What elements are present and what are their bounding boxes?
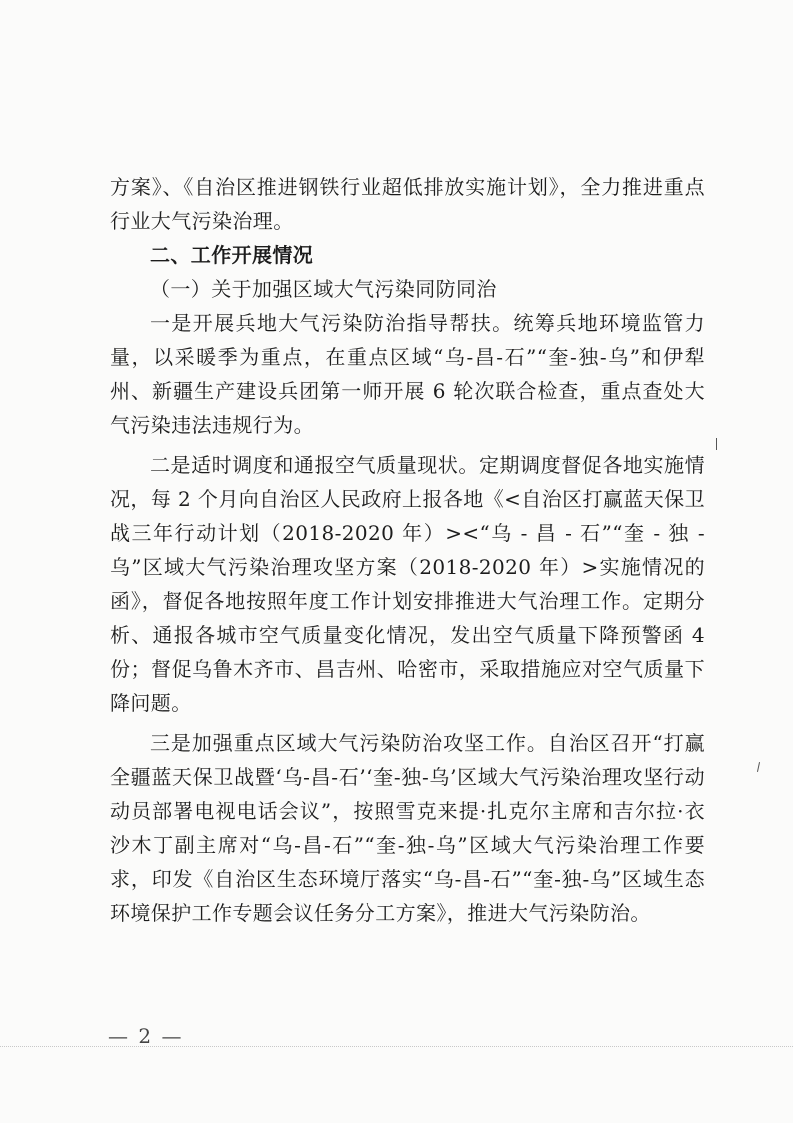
paragraph-continuation: 方案》、《自治区推进钢铁行业超低排放实施计划》，全力推进重点行业大气污染治理。 bbox=[110, 175, 705, 233]
paragraph: 三是加强重点区域大气污染防治攻坚工作。自治区召开“打赢全疆蓝天保卫战暨‘乌-昌-石’‘奎-独-乌’区域大气污染治理攻坚行动动员部署电视电话会议”，按照雪克来提·扎克尔主席和吉尔拉·衣沙木丁副主席对“乌-昌-石”“奎-独-乌”区域大气污染治理工作要求，印发《自治区生态环境厅落实“乌-昌-石”“奎-独-乌”区域生态环境保护工作专题会议任务分工方案》，推进大气污染防治。 bbox=[110, 731, 705, 925]
subsection-heading: （一）关于加强区域大气污染同防同治 bbox=[150, 277, 497, 301]
scan-artifact bbox=[716, 438, 717, 450]
footer-divider bbox=[0, 1046, 793, 1047]
document-body bbox=[110, 170, 705, 930]
paragraph: 二是适时调度和通报空气质量现状。定期调度督促各地实施情况，每 2 个月向自治区人民政府上报各地《<自治区打赢蓝天保卫战三年行动计划（2018-2020 年）><“乌 - 昌 - 石”“奎 - 独 - 乌”区域大气污染治理攻坚方案（2018-2020 年）>实施情况的函》，督促各地按照年度工作计划安排推进大气治理工作。定期分析、通报各城市空气质量变化情况，发出空气质量下降预警函 4 份；督促乌鲁木齐市、昌吉州、哈密市，采取措施应对空气质量下降问题。 bbox=[110, 453, 705, 715]
section-heading: 二、工作开展情况 bbox=[150, 243, 314, 267]
paragraph: 一是开展兵地大气污染防治指导帮扶。统筹兵地环境监管力量，以采暖季为重点，在重点区域“乌-昌-石”“奎-独-乌”和伊犁州、新疆生产建设兵团第一师开展 6 轮次联合检查，重点查处大气污染违法违规行为。 bbox=[110, 311, 705, 437]
scan-artifact bbox=[757, 762, 760, 772]
page-number: — 2 — bbox=[108, 1024, 184, 1048]
